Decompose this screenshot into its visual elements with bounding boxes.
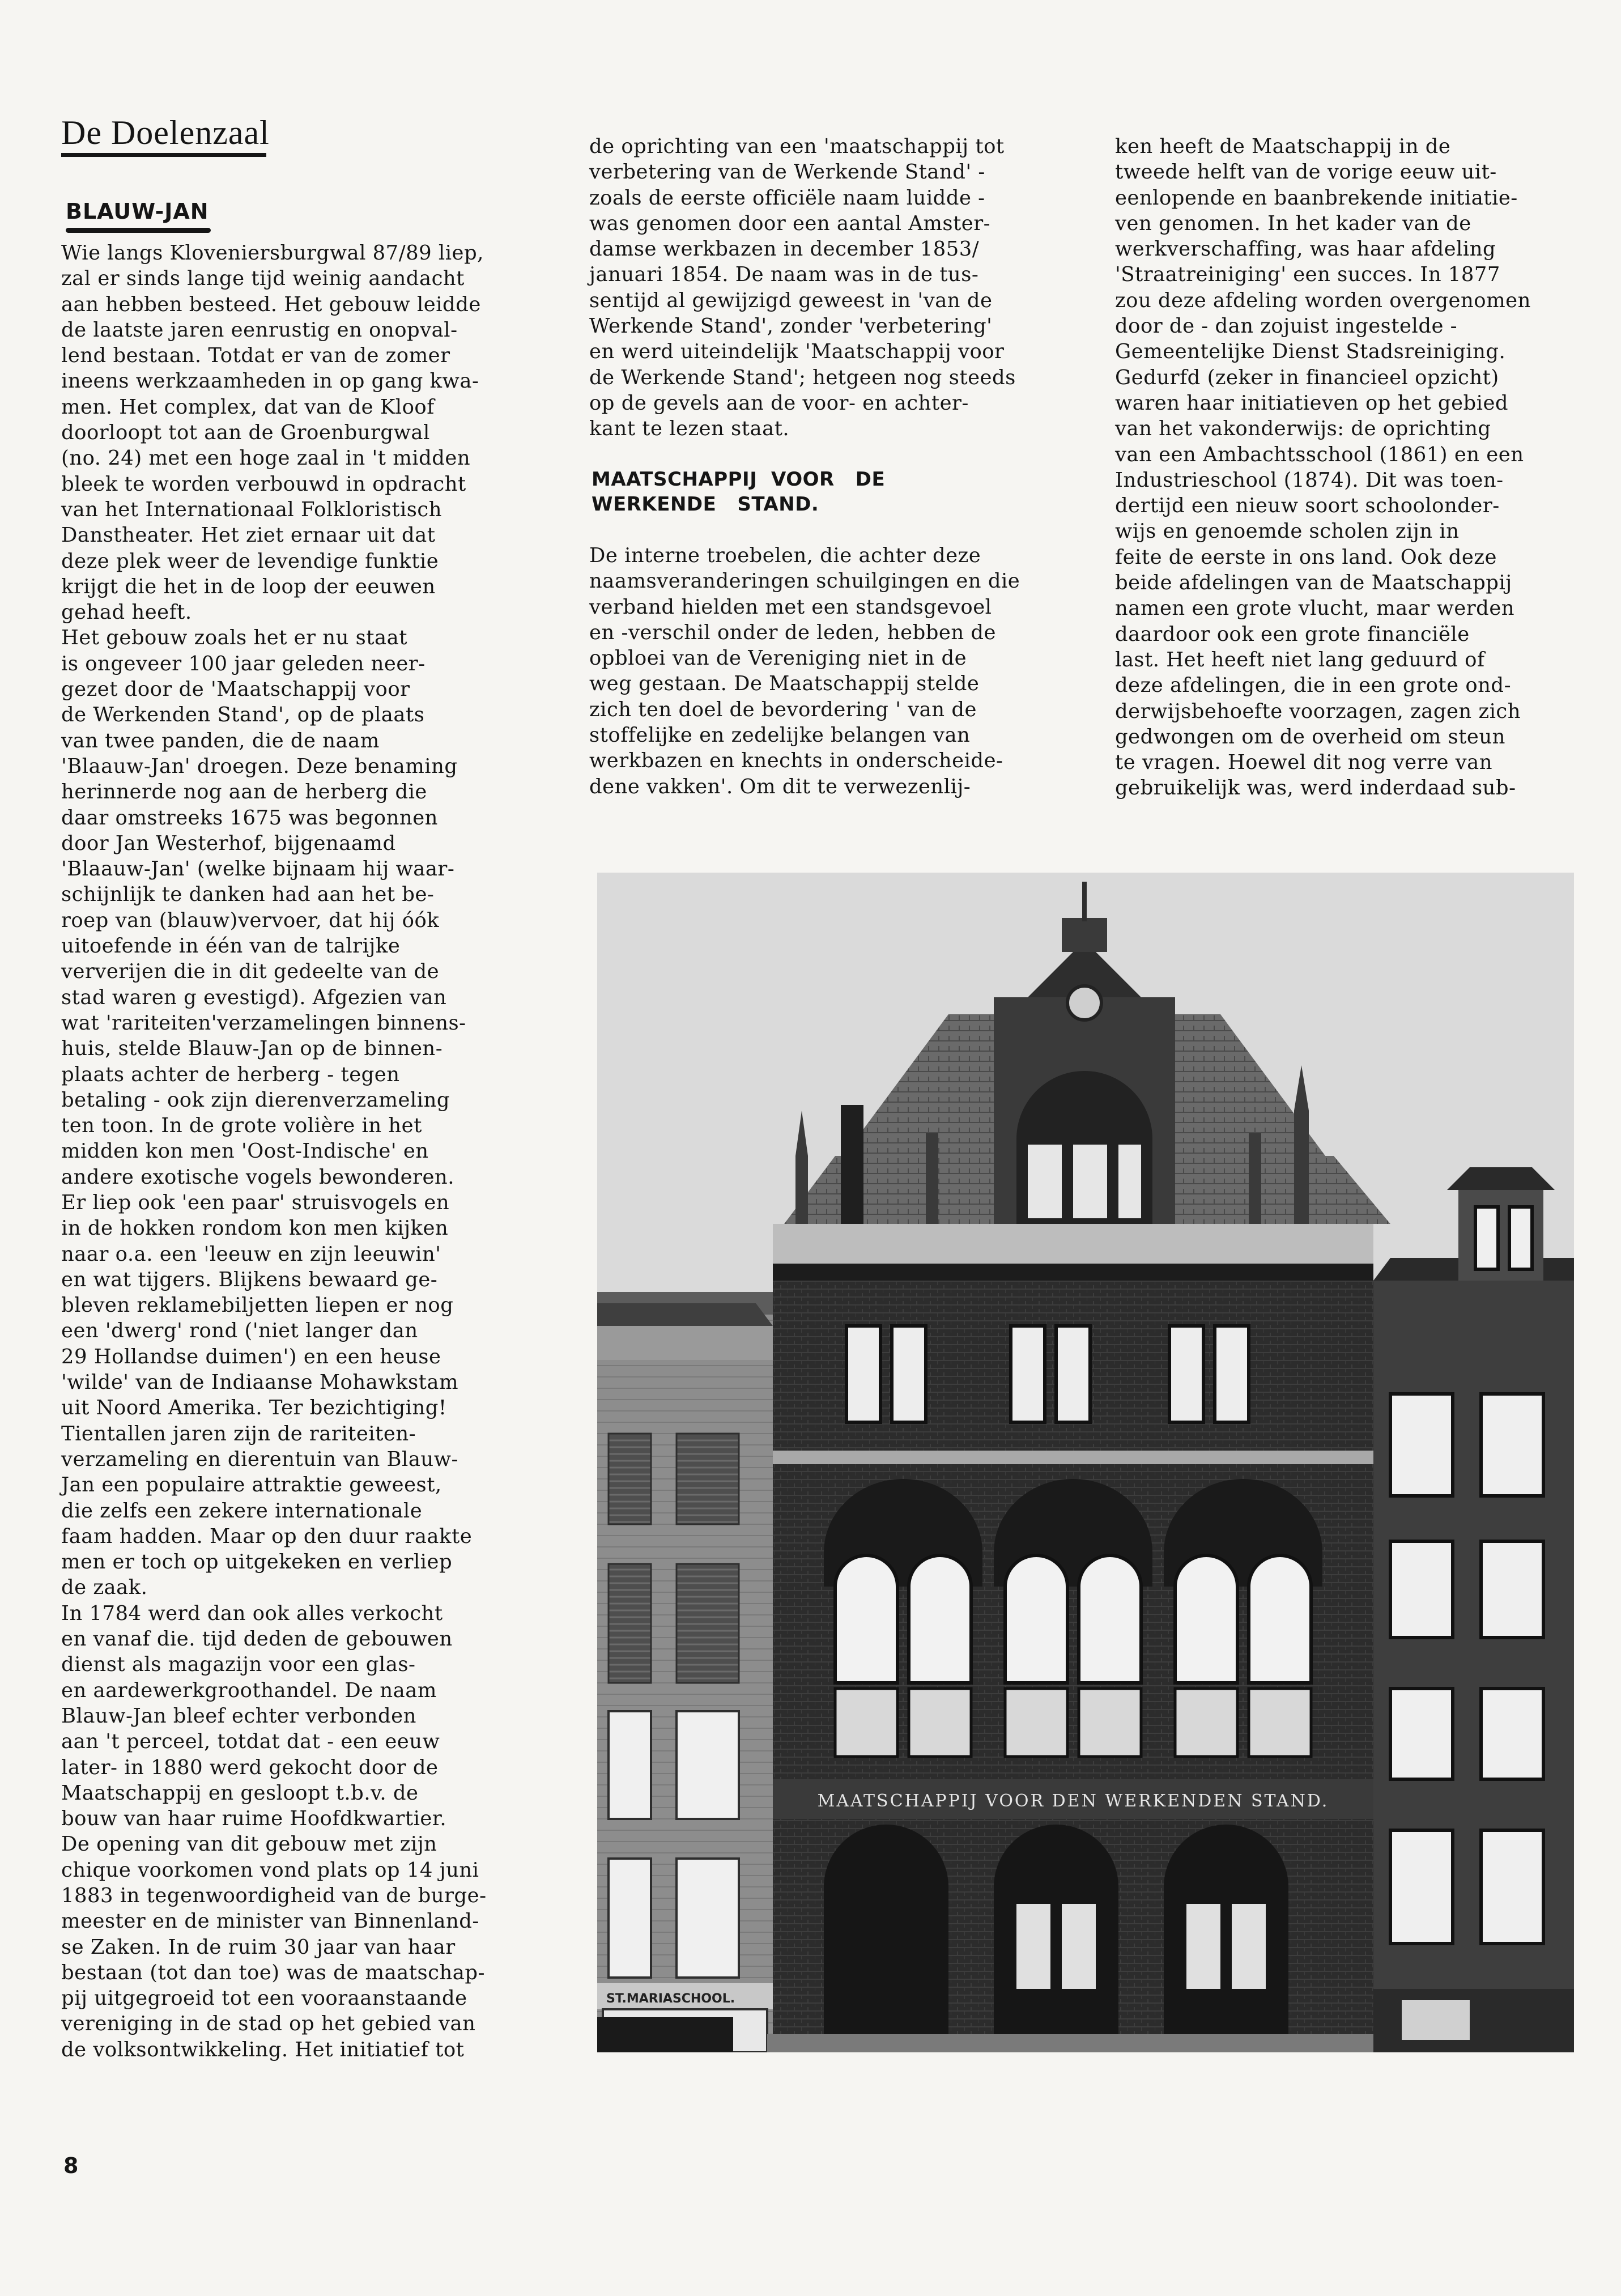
text-line: van het Internationaal Folkloristisch [61,498,443,521]
article-title-underline [66,228,211,233]
text-line: se Zaken. In de ruim 30 jaar van haar [61,1935,456,1959]
text-line: bleven reklamebiljetten liepen er nog [61,1294,454,1317]
text-line: beide afdelingen van de Maatschappij [1115,571,1512,595]
text-line: lend bestaan. Totdat er van de zomer [61,344,450,368]
text-line: ten toon. In de grote volière in het [61,1114,422,1138]
text-line: 29 Hollandse duimen') en een heuse [61,1345,441,1368]
text-line: zal er sinds lange tijd weinig aandacht [61,267,465,291]
text-line: bouw van haar ruime Hoofdkwartier. [61,1807,447,1831]
text-line: door de - dan zojuist ingestelde - [1115,314,1458,338]
text-line: en vanaf die. tijd deden de gebouwen [61,1627,453,1651]
text-line: de Werkende Stand'; hetgeen nog steeds [589,365,1016,389]
text-line: januari 1854. De naam was in de tus- [589,263,979,287]
text-line: op de gevels aan de voor- en achter- [589,391,969,415]
text-line: 1883 in tegenwoordigheid van de burge- [61,1884,487,1907]
text-line: kant te lezen staat. [589,417,790,441]
text-line: wat 'rariteiten'verzamelingen binnens- [61,1011,466,1035]
text-line: deze plek weer de levendige funktie [61,549,439,573]
text-line: De opening van dit gebouw met zijn [61,1832,437,1856]
section-title: De Doelenzaal [61,114,270,151]
page-number: 8 [63,2153,79,2178]
text-line: Het gebouw zoals het er nu staat [61,626,407,650]
text-line: 'Straatreiniging' een succes. In 1877 [1115,263,1500,287]
text-line: later- in 1880 werd gekocht door de [61,1755,439,1779]
text-line: 'Blaauw-Jan' (welke bijnaam hij waar- [61,857,455,881]
text-line: betaling - ook zijn dierenverzameling [61,1088,450,1112]
text-line: werkbazen en knechts in onderscheide- [589,749,1003,773]
text-line: Jan een populaire attraktie geweest, [61,1473,442,1497]
text-line: is ongeveer 100 jaar geleden neer- [61,652,426,675]
text-line: opbloei van de Vereniging niet in de [589,647,967,670]
text-line: zou deze afdeling worden overgenomen [1115,288,1531,312]
text-line: daar omstreeks 1675 was begonnen [61,806,438,830]
text-line: ven genomen. In het kader van de [1115,211,1471,235]
text-line: dertijd een nieuw soort schoolonder- [1115,494,1500,518]
text-line: van het vakonderwijs: de oprichting [1115,417,1491,441]
text-line: schijnlijk te danken had aan het be- [61,883,435,907]
text-line: verband hielden met een standsgevoel [589,595,992,619]
text-line: naar o.a. een 'leeuw en zijn leeuwin' [61,1242,441,1266]
text-line: een 'dwerg' rond ('niet langer dan [61,1319,418,1343]
text-line: aan 't perceel, totdat dat - een eeuw [61,1730,440,1754]
text-line: pij uitgegroeid tot een vooraanstaande [61,1987,467,2010]
text-line: andere exotische vogels bewonderen. [61,1165,454,1189]
text-line: en werd uiteindelijk 'Maatschappij voor [589,340,1005,364]
text-line: verbetering van de Werkende Stand' - [589,160,985,184]
text-line: gezet door de 'Maatschappij voor [61,678,410,701]
text-line: aan hebben besteed. Het gebouw leidde [61,292,481,316]
text-line: (no. 24) met een hoge zaal in 't midden [61,447,471,470]
body-column-3 [1115,134,1591,801]
text-line: uit Noord Amerika. Ter bezichtiging! [61,1396,447,1420]
side-sign-text: ST.MARIASCHOOL. [606,1992,735,2006]
text-line: midden kon men 'Oost-Indische' en [61,1140,429,1163]
text-line: was genomen door een aantal Amster- [589,211,991,235]
text-line: huis, stelde Blauw-Jan op de binnen- [61,1037,443,1061]
text-line: van twee panden, die de naam [61,729,380,752]
text-line: verzameling en dierentuin van Blauw- [61,1447,458,1471]
text-line: faam hadden. Maar op den duur raakte [61,1524,473,1548]
text-line: stoffelijke en zedelijke belangen van [589,724,971,747]
text-line: te vragen. Hoewel dit nog verre van [1115,751,1493,775]
text-line: Maatschappij en gesloopt t.b.v. de [61,1781,419,1805]
text-line: damse werkbazen in december 1853/ [589,237,980,261]
text-line: 'Blaauw-Jan' droegen. Deze benaming [61,754,458,778]
text-line: bleek te worden verbouwd in opdracht [61,472,466,496]
text-line: werkverschaffing, was haar afdeling [1115,237,1496,261]
text-line: door Jan Westerhof, bijgenaamd [61,831,396,855]
text-line: men er toch op uitgekeken en verliep [61,1550,453,1574]
text-line: daardoor ook een grote financiële [1115,622,1470,646]
text-line: Er liep ook 'een paar' struisvogels en [61,1190,450,1214]
text-line: plaats achter de herberg - tegen [61,1062,400,1086]
text-line: en wat tijgers. Blijkens bewaard ge- [61,1268,438,1291]
text-line: Blauw-Jan bleef echter verbonden [61,1704,416,1728]
text-line: meester en de minister van Binnenland- [61,1910,479,1933]
text-line: feite de eerste in ons land. Ook deze [1115,545,1497,569]
text-line: gedwongen om de overheid om steun [1115,725,1505,749]
text-line: tweede helft van de vorige eeuw uit- [1115,160,1497,184]
text-line: en -verschil onder de leden, hebben de [589,620,996,644]
text-line: derwijsbehoefte voorzagen, zagen zich [1115,699,1521,723]
text-line: sentijd al gewijzigd geweest in 'van de [589,288,993,312]
text-line: ineens werkzaamheden in op gang kwa- [61,369,479,393]
text-line: dienst als magazijn voor een glas- [61,1653,416,1677]
text-line: deze afdelingen, die in een grote ond- [1115,674,1512,698]
text-line: Tientallen jaren zijn de rariteiten- [61,1422,416,1445]
text-line: namen een grote vlucht, maar werden [1115,597,1515,620]
text-line: de laatste jaren eenrustig en onopval- [61,318,458,342]
text-line: WERKENDE STAND. [592,493,819,516]
text-line: en aardewerkgroothandel. De naam [61,1678,437,1702]
text-line: zoals de eerste officiële naam luidde - [589,186,985,210]
section-title-underline [61,153,266,157]
text-line: uitoefende in één van de talrijke [61,934,401,958]
text-line: zich ten doel de bevordering ' van de [589,698,977,721]
text-line: Industrieschool (1874). Dit was toen- [1115,468,1504,492]
text-line: gehad heeft. [61,601,192,624]
text-line: in de hokken rondom kon men kijken [61,1217,449,1240]
article-title: BLAUW-JAN [66,199,209,224]
text-line: dene vakken'. Om dit te verwezenlij- [589,775,971,798]
text-line: bestaan (tot dan toe) was de maatschap- [61,1961,485,1984]
text-line: die zelfs een zekere internationale [61,1499,423,1523]
text-line: ken heeft de Maatschappij in de [1115,135,1451,158]
text-line: stad waren g evestigd). Afgezien van [61,985,447,1009]
text-line: Werkende Stand', zonder 'verbetering' [589,314,993,338]
text-line: wijs en genoemde scholen zijn in [1115,520,1460,543]
text-line: de volksontwikkeling. Het initiatief tot [61,2038,465,2061]
text-line: naamsveranderingen schuilgingen en die [589,569,1020,593]
text-line: men. Het complex, dat van de Kloof [61,395,435,419]
text-line: de oprichting van een 'maatschappij tot [589,135,1005,158]
text-line: Gemeentelijke Dienst Stadsreiniging. [1115,340,1506,364]
text-line: ververijen die in dit gedeelte van de [61,960,440,984]
text-line: weg gestaan. De Maatschappij stelde [589,672,980,696]
text-line: In 1784 werd dan ook alles verkocht [61,1601,443,1625]
text-line: last. Het heeft niet lang geduurd of [1115,648,1485,671]
text-line: doorloopt tot aan de Groenburgwal [61,421,430,445]
text-line: de Werkenden Stand', op de plaats [61,703,425,727]
body-column-2-continued [589,543,1077,800]
text-line: roep van (blauw)vervoer, dat hij óók [61,908,440,932]
facade-sign-text: MAATSCHAPPIJ VOOR DEN WERKENDEN STAND. [817,1791,1329,1811]
text-line: chique voorkomen vond plats op 14 juni [61,1858,479,1882]
building-photograph [597,873,1574,2052]
text-line: Gedurfd (zeker in financieel opzicht) [1115,365,1499,389]
text-line: 'wilde' van de Indiaanse Mohawkstam [61,1371,459,1394]
text-line: van een Ambachtsschool (1861) en een [1115,443,1524,466]
text-line: waren haar initiatieven op het gebied [1115,391,1509,415]
body-column-1 [61,240,548,2063]
text-line: de zaak. [61,1576,148,1600]
text-line: De interne troebelen, die achter deze [589,544,981,567]
text-line: eenlopende en baanbrekende initiatie- [1115,186,1518,210]
text-line: gebruikelijk was, werd inderdaad sub- [1115,776,1516,800]
subheading-maatschappij [592,467,885,517]
text-line: Wie langs Kloveniersburgwal 87/89 liep, [61,241,484,265]
text-line: krijgt die het in de loop der eeuwen [61,575,436,598]
text-line: Danstheater. Het ziet ernaar uit dat [61,524,436,547]
body-column-2 [589,134,1077,442]
building-facade-illustration [597,873,1574,2052]
text-line: herinnerde nog aan de herberg die [61,780,427,804]
text-line: MAATSCHAPPIJ VOOR DE [592,468,886,491]
text-line: vereniging in de stad op het gebied van [61,2012,476,2036]
